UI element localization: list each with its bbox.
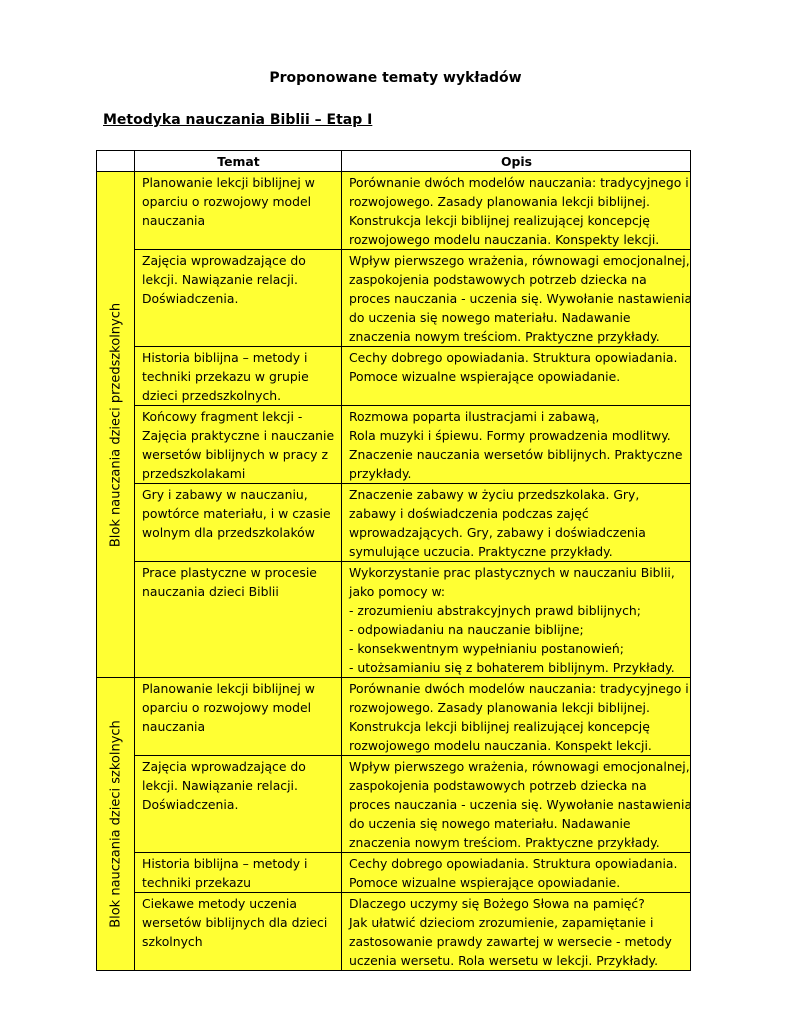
description-line: Rozmowa poparta ilustracjami i zabawą, <box>349 409 600 424</box>
description-cell <box>342 678 691 756</box>
topic-line: Zajęcia praktyczne i nauczanie <box>142 428 335 443</box>
table-row <box>97 756 691 853</box>
table-row <box>97 853 691 893</box>
description-line: wprowadzających. Gry, zabawy i doświadczenia <box>349 525 646 540</box>
description-line: Znaczenie zabawy w życiu przedszkolaka. Gry, <box>349 487 640 502</box>
description-cell <box>342 562 691 678</box>
description-line: Konstrukcja lekcji biblijnej realizującej koncepcję <box>349 719 650 734</box>
description-cell <box>342 484 691 562</box>
description-cell <box>342 250 691 347</box>
topic-line: techniki przekazu <box>142 875 251 890</box>
topic-line: Doświadczenia. <box>142 291 239 306</box>
description-line: rozwojowego. Zasady planowania lekcji biblijnej. <box>349 194 650 209</box>
block-label-cell <box>97 678 135 971</box>
description-line: zabawy i doświadczenia podczas zajęć <box>349 506 589 521</box>
topic-line: Prace plastyczne w procesie <box>142 565 317 580</box>
topic-cell <box>135 756 342 853</box>
table-row <box>97 484 691 562</box>
description-line: symulujące uczucia. Praktyczne przykłady. <box>349 544 613 559</box>
topic-cell <box>135 893 342 971</box>
description-line: rozwojowego. Zasady planowania lekcji biblijnej. <box>349 700 650 715</box>
description-line: Wpływ pierwszego wrażenia, równowagi emocjonalnej, <box>349 759 690 774</box>
description-line: zastosowanie prawdy zawartej w wersecie - metody <box>349 934 672 949</box>
topic-cell <box>135 853 342 893</box>
topic-line: Historia biblijna – metody i <box>142 856 308 871</box>
topic-line: szkolnych <box>142 934 203 949</box>
description-cell <box>342 406 691 484</box>
description-line: rozwojowego modelu nauczania. Konspekty lekcji. <box>349 232 660 247</box>
table-row <box>97 172 691 250</box>
description-line: proces nauczania - uczenia się. Wywołanie nastawienia <box>349 797 693 812</box>
description-line: uczenia wersetu. Rola wersetu w lekcji. Przykłady. <box>349 953 659 968</box>
description-line: - utożsamianiu się z bohaterem biblijnym. Przykłady. <box>349 660 675 675</box>
description-line: Porównanie dwóch modelów nauczania: tradycyjnego i <box>349 175 689 190</box>
description-line: Pomoce wizualne wspierające opowiadanie. <box>349 875 621 890</box>
topic-line: Zajęcia wprowadzające do <box>142 759 306 774</box>
block-label: Blok nauczania dzieci przedszkolnych <box>108 302 123 547</box>
topic-line: dzieci przedszkolnych. <box>142 388 282 403</box>
topic-line: oparciu o rozwojowy model <box>142 194 312 209</box>
description-cell <box>342 172 691 250</box>
topic-line: wolnym dla przedszkolaków <box>142 525 315 540</box>
description-line: - odpowiadaniu na nauczanie biblijne; <box>349 622 584 637</box>
topic-line: Końcowy fragment lekcji - <box>142 409 303 424</box>
topic-line: nauczania <box>142 719 206 734</box>
description-line: do uczenia się nowego materiału. Nadawanie <box>349 816 631 831</box>
topic-line: wersetów biblijnych w pracy z <box>142 447 328 462</box>
description-line: Znaczenie nauczania wersetów biblijnych. Praktyczne <box>349 447 683 462</box>
description-cell <box>342 756 691 853</box>
topic-line: lekcji. Nawiązanie relacji. <box>142 778 298 793</box>
table-row <box>97 347 691 406</box>
description-line: Konstrukcja lekcji biblijnej realizującej koncepcję <box>349 213 650 228</box>
header-description: Opis <box>342 151 691 172</box>
description-line: Porównanie dwóch modelów nauczania: tradycyjnego i <box>349 681 689 696</box>
description-cell <box>342 893 691 971</box>
topic-line: Zajęcia wprowadzające do <box>142 253 306 268</box>
description-line: Wpływ pierwszego wrażenia, równowagi emocjonalnej, <box>349 253 690 268</box>
topic-line: powtórce materiału, i w czasie <box>142 506 331 521</box>
description-line: przykłady. <box>349 466 412 481</box>
topic-line: przedszkolakami <box>142 466 246 481</box>
topic-line: lekcji. Nawiązanie relacji. <box>142 272 298 287</box>
topic-cell <box>135 250 342 347</box>
topic-cell <box>135 678 342 756</box>
description-line: proces nauczania - uczenia się. Wywołanie nastawienia <box>349 291 693 306</box>
topic-line: Doświadczenia. <box>142 797 239 812</box>
table-row <box>97 250 691 347</box>
table-row <box>97 562 691 678</box>
description-line: znaczenia nowym treściom. Praktyczne przykłady. <box>349 329 660 344</box>
topic-cell <box>135 347 342 406</box>
topic-line: Planowanie lekcji biblijnej w <box>142 175 315 190</box>
description-line: - zrozumieniu abstrakcyjnych prawd biblijnych; <box>349 603 641 618</box>
page-title: Proponowane tematy wykładów <box>269 70 522 86</box>
description-line: Rola muzyki i śpiewu. Formy prowadzenia modlitwy. <box>349 428 671 443</box>
topic-cell <box>135 562 342 678</box>
description-line: zaspokojenia podstawowych potrzeb dziecka na <box>349 272 647 287</box>
description-line: Cechy dobrego opowiadania. Struktura opowiadania. <box>349 350 678 365</box>
table-body <box>97 172 691 971</box>
description-line: Pomoce wizualne wspierające opowiadanie. <box>349 369 621 384</box>
topic-line: Historia biblijna – metody i <box>142 350 308 365</box>
description-cell <box>342 347 691 406</box>
topic-line: wersetów biblijnych dla dzieci <box>142 915 328 930</box>
topic-line: Ciekawe metody uczenia <box>142 896 297 911</box>
topic-line: nauczania dzieci Biblii <box>142 584 279 599</box>
header-topic: Temat <box>135 151 342 172</box>
description-line: Cechy dobrego opowiadania. Struktura opowiadania. <box>349 856 678 871</box>
description-cell <box>342 853 691 893</box>
table-row <box>97 406 691 484</box>
description-line: zaspokojenia podstawowych potrzeb dziecka na <box>349 778 647 793</box>
description-line: - konsekwentnym wypełnianiu postanowień; <box>349 641 624 656</box>
block-label: Blok nauczania dzieci szkolnych <box>108 720 123 928</box>
topic-line: oparciu o rozwojowy model <box>142 700 312 715</box>
header-blank <box>97 151 135 172</box>
lecture-topics-table <box>96 150 691 971</box>
table-row <box>97 678 691 756</box>
description-line: rozwojowego modelu nauczania. Konspekt lekcji. <box>349 738 652 753</box>
topic-cell <box>135 406 342 484</box>
topic-line: Gry i zabawy w nauczaniu, <box>142 487 308 502</box>
description-line: do uczenia się nowego materiału. Nadawanie <box>349 310 631 325</box>
topic-line: Planowanie lekcji biblijnej w <box>142 681 315 696</box>
topic-cell <box>135 172 342 250</box>
block-label-cell <box>97 172 135 678</box>
description-line: Wykorzystanie prac plastycznych w nauczaniu Biblii, <box>349 565 675 580</box>
topic-cell <box>135 484 342 562</box>
description-line: jako pomocy w: <box>349 584 446 599</box>
topic-line: nauczania <box>142 213 206 228</box>
table-row <box>97 893 691 971</box>
description-line: znaczenia nowym treściom. Praktyczne przykłady. <box>349 835 660 850</box>
section-subtitle: Metodyka nauczania Biblii – Etap I <box>103 112 373 128</box>
description-line: Jak ułatwić dzieciom zrozumienie, zapamiętanie i <box>349 915 654 930</box>
description-line: Dlaczego uczymy się Bożego Słowa na pamięć? <box>349 896 645 911</box>
topic-line: techniki przekazu w grupie <box>142 369 309 384</box>
table-header-row <box>97 151 691 172</box>
